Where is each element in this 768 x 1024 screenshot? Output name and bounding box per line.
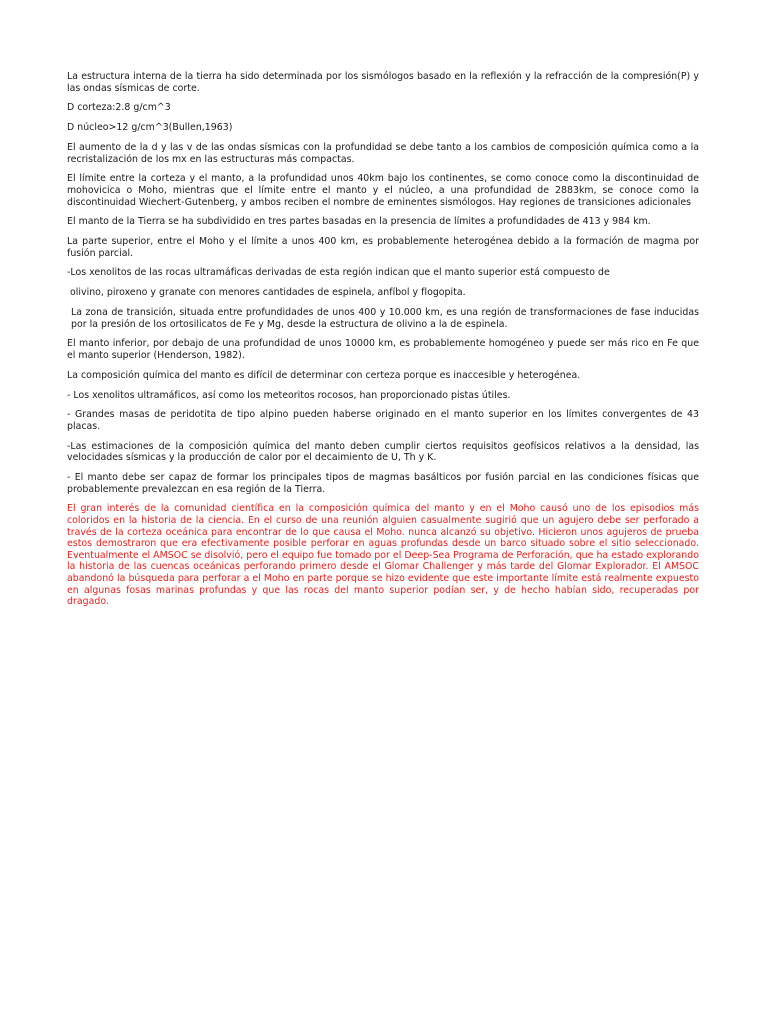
document-body	[67, 71, 699, 616]
paragraph-density-core: D núcleo>12 g/cm^3(Bullen,1963)	[67, 122, 233, 134]
paragraph-upper-mantle: La parte superior, entre el Moho y el límite a unos 400 km, es probablemente heterogénea debido a la formación de magma por fusión parcial.	[67, 236, 699, 259]
paragraph-ultramafic-xenoliths: - Los xenolitos ultramáficos, así como los meteoritos rocosos, han proporcionado pistas útiles.	[67, 389, 511, 401]
paragraph-lower-mantle: El manto inferior, por debajo de una profundidad de unos 10000 km, es probablemente homogéneo y puede ser más rico en Fe que el manto superior (Henderson, 1982).	[67, 338, 699, 361]
paragraph-transition-zone: La zona de transición, situada entre profundidades de unos 400 y 10.000 km, es una región de transformaciones de fase inducidas por la presión de los ortosilicatos de Fe y Mg, desde la estructura de olivino a la de espinela.	[71, 307, 699, 330]
paragraph-olivine: olivino, piroxeno y granate con menores cantidades de espinela, anfíbol y flogopita.	[70, 287, 466, 299]
paragraph-mantle-subdivision: El manto de la Tierra se ha subdividido en tres partes basadas en la presencia de límites a profundidades de 413 y 984 km.	[67, 216, 651, 228]
paragraph-moho-boundary: El límite entre la corteza y el manto, a la profundidad unos 40km bajo los continentes, se como conoce como la discontinuidad de mohovicica o Moho, mientras que el límite entre el manto y el núcleo, a una profundidad de 2883km, se conoce como la discontinuidad Wiechert-Gutenberg, y ambos reciben el nombre de eminentes sismólogos. Hay regiones de transiciones adicionales	[67, 173, 699, 208]
paragraph-mantle-composition: La composición química del manto es difícil de determinar con certeza porque es inaccesible y heterogénea.	[67, 369, 581, 381]
paragraph-seismic-velocity: El aumento de la d y las v de las ondas sísmicas con la profundidad se debe tanto a los cambios de composición química como a la recristalización de los mx en las estructuras más compactas.	[67, 141, 699, 165]
paragraph-red-history: El gran interés de la comunidad científica en la composición química del manto y en el Moho causó uno de los episodios más coloridos en la historia de la ciencia. En el curso de una reunión alguien casualmente sugirió que un agujero debe ser perforado a través de la corteza oceánica para encontrar de lo que causa el Moho. nunca alcanzó su objetivo. Hicieron unos agujeros de prueba estos demostraron que era efectivamente posible perforar en aguas profundas desde un barco situado sobre el sitio seleccionado. Eventualmente el AMSOC se disolvió, pero el equipo fue tomado por el Deep-Sea Programa de Perforación, que ha estado explorando la historia de las cuencas oceánicas perforando primero desde el Glomar Challenger y más tarde del Glomar Explorador. El AMSOC abandonó la búsqueda para perforar a el Moho en parte porque se hizo evidente que este importante límite está realmente expuesto en algunas fosas marinas profundas y que las rocas del manto superior podían ser, y de hecho habían sido, recuperadas por dragado.	[67, 503, 699, 608]
paragraph-xenoliths: -Los xenolitos de las rocas ultramáficas derivadas de esta región indican que el manto superior está compuesto de	[67, 267, 610, 279]
paragraph-intro: La estructura interna de la tierra ha sido determinada por los sismólogos basado en la reflexión y la refracción de la compresión(P) y las ondas sísmicas de corte.	[67, 71, 699, 94]
paragraph-basaltic-magmas: - El manto debe ser capaz de formar los principales tipos de magmas basálticos por fusión parcial en las condiciones físicas que probablemente prevalezcan en esa región de la Tierra.	[67, 472, 699, 495]
paragraph-estimates: -Las estimaciones de la composición química del manto deben cumplir ciertos requisitos geofísicos relativos a la densidad, las velocidades sísmicas y la producción de calor por el decaimiento de U, Th y K.	[67, 440, 699, 464]
paragraph-peridotite: - Grandes masas de peridotita de tipo alpino pueden haberse originado en el manto superior en los límites convergentes de 43 placas.	[67, 409, 699, 432]
paragraph-density-crust: D corteza:2.8 g/cm^3	[67, 102, 171, 114]
